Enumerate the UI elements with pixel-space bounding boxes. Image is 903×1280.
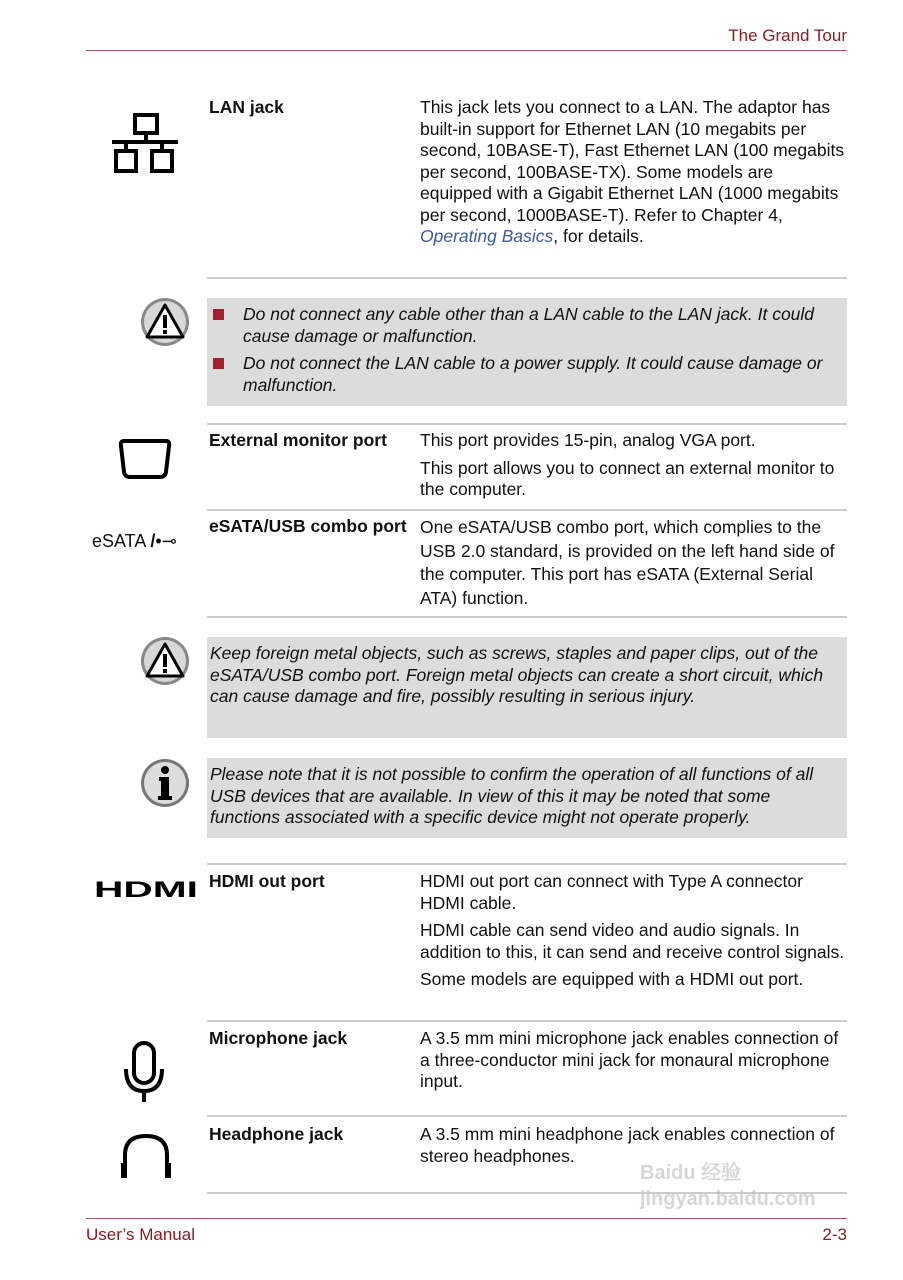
lan-jack-description (420, 97, 845, 248)
lan-warning-box (207, 298, 847, 406)
esata-warning-box (207, 637, 847, 738)
warning-bullet (210, 304, 843, 347)
desc-paragraph: HDMI cable can send video and audio signals. In addition to this, it can send and receive control signals. (420, 920, 845, 962)
row-divider (207, 616, 847, 618)
external-monitor-description (420, 430, 845, 507)
lan-jack-term: LAN jack (209, 97, 284, 117)
hdmi-term: HDMI out port (209, 871, 325, 891)
desc-paragraph: This port provides 15-pin, analog VGA port. (420, 430, 756, 450)
row-divider (207, 863, 847, 865)
usb-info-box (207, 758, 847, 838)
row-divider (207, 423, 847, 425)
esata-usb-term: eSATA/USB combo port (209, 516, 407, 536)
microphone-icon (123, 1041, 165, 1103)
svg-text:HDMI: HDMI (94, 879, 198, 899)
footer-divider (86, 1218, 847, 1219)
warning-bullet (210, 353, 843, 396)
info-icon (140, 758, 190, 808)
desc-paragraph: HDMI out port can connect with Type A connector HDMI cable. (420, 871, 803, 913)
footer-manual-title: User’s Manual (86, 1225, 195, 1244)
esata-label: eSATA (92, 531, 146, 551)
external-monitor-term: External monitor port (209, 430, 387, 450)
bullet-square-icon (213, 309, 224, 320)
warning-text: Keep foreign metal objects, such as screws, staples and paper clips, out of the eSATA/USB combo port. Foreign metal objects can create a short circuit, which can cause damage and fire, possibly resulting in serious injury. (210, 643, 824, 706)
row-divider (207, 1115, 847, 1117)
desc-paragraph: Some models are equipped with a HDMI out port. (420, 969, 804, 989)
header-divider (86, 50, 847, 51)
lan-desc-text: This jack lets you connect to a LAN. The adaptor has built-in support for Ethernet LAN (10 megabits per second, 10BASE-T), Fast Ethernet LAN (100 megabits per second, 100BASE-TX). Some models are equipped with a Gigabit Ethernet LAN (1000 megabits per second, 1000BASE-T). Refer to Chapter 4, (420, 97, 845, 225)
warning-icon (140, 297, 190, 347)
esata-usb-description: One eSATA/USB combo port, which complies to the USB 2.0 standard, is provided on the left hand side of the computer. This port has eSATA (External Serial ATA) function. (420, 517, 835, 608)
warning-text: Do not connect the LAN cable to a power supply. It could cause damage or malfunction. (243, 353, 823, 395)
headphone-description: A 3.5 mm mini headphone jack enables connection of stereo headphones. (420, 1124, 835, 1166)
microphone-description: A 3.5 mm mini microphone jack enables connection of a three-conductor mini jack for monaural microphone input. (420, 1028, 839, 1091)
usb-icon: •⊸ (155, 531, 177, 551)
baidu-watermark (640, 1160, 850, 1212)
bullet-square-icon (213, 358, 224, 369)
headphone-icon (119, 1133, 173, 1179)
warning-icon (140, 636, 190, 686)
warning-text: Do not connect any cable other than a LAN cable to the LAN jack. It could cause damage or malfunction. (243, 304, 815, 346)
operating-basics-link[interactable]: Operating Basics (420, 226, 554, 246)
lan-desc-tail: , for details. (553, 226, 644, 246)
row-divider (207, 1020, 847, 1022)
hdmi-logo-icon (94, 879, 198, 899)
header-title: The Grand Tour (728, 26, 847, 45)
desc-paragraph: This port allows you to connect an external monitor to the computer. (420, 457, 835, 499)
monitor-port-icon (118, 438, 172, 480)
microphone-term: Microphone jack (209, 1028, 348, 1048)
info-text: Please note that it is not possible to confirm the operation of all functions of all USB devices that are available. In view of this it may be noted that some functions associated with a specific device might not operate properly. (210, 764, 814, 827)
esata-usb-icon: eSATA /•⊸ (92, 531, 177, 551)
watermark-text: Baidu 经验 jingyan.baidu.com (640, 1162, 816, 1210)
lan-icon (112, 113, 178, 175)
row-divider (207, 277, 847, 279)
headphone-term: Headphone jack (209, 1124, 344, 1144)
page-number: 2-3 (822, 1225, 847, 1244)
hdmi-description (420, 871, 845, 997)
row-divider (207, 509, 847, 511)
